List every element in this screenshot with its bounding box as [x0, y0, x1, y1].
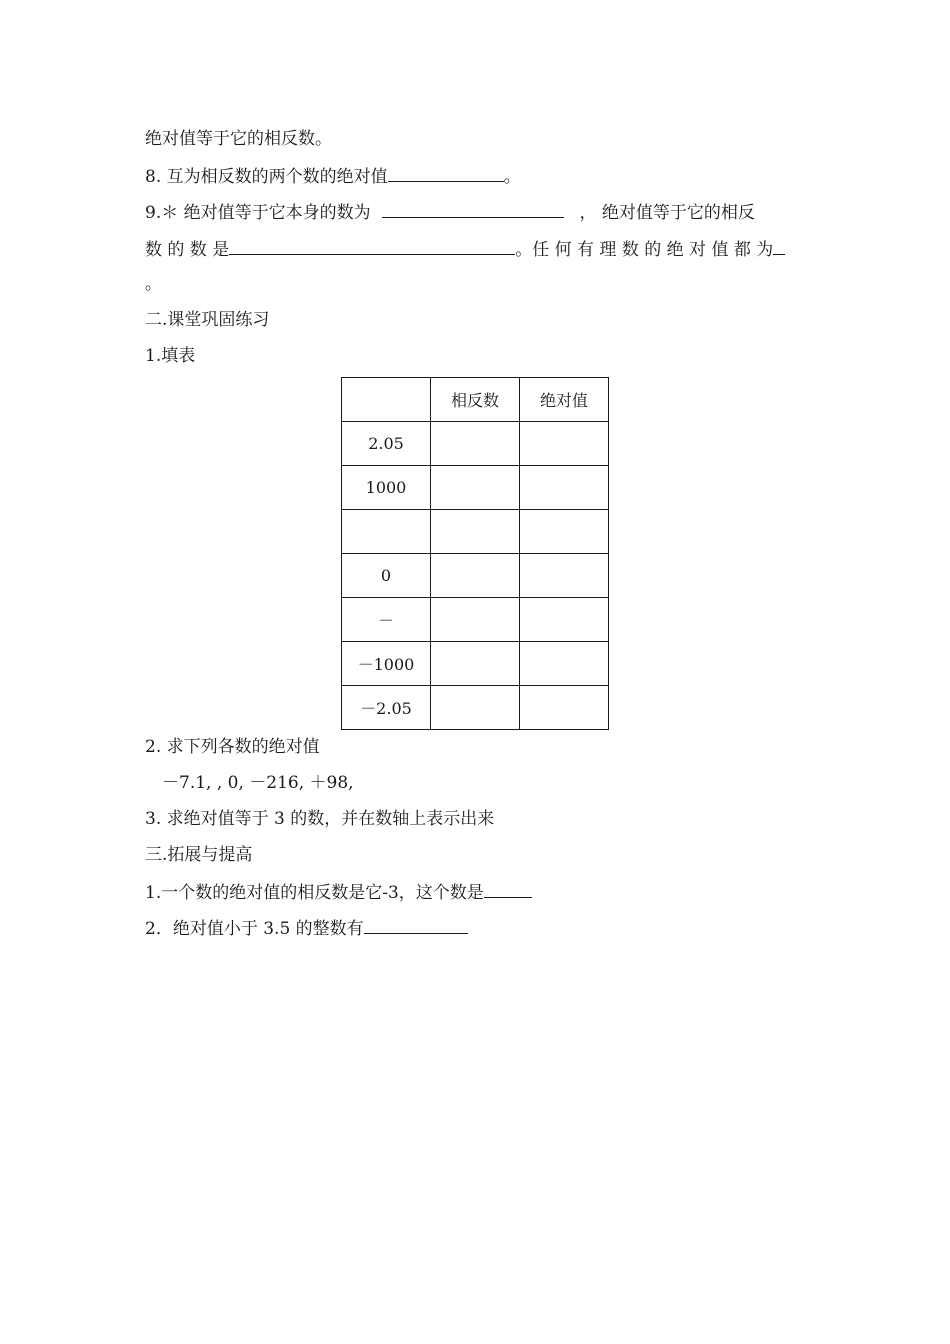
- table-cell-opposite[interactable]: [431, 466, 520, 510]
- question-9-line-1: [145, 200, 755, 224]
- table-cell-opposite[interactable]: [431, 554, 520, 598]
- table-cell-opposite[interactable]: [431, 598, 520, 642]
- table-cell-number: －1000: [342, 642, 431, 686]
- task-2: [145, 736, 320, 758]
- task-1: [145, 345, 195, 367]
- task-2-title: 2. 求下列各数的绝对值: [145, 737, 320, 757]
- ext-1-text: 1.一个数的绝对值的相反数是它-3，这个数是: [145, 883, 484, 903]
- q9-end: 。: [145, 274, 162, 294]
- table-row: [342, 598, 609, 642]
- table-cell-number: 2.05: [342, 422, 431, 466]
- ext-1-answer-blank[interactable]: [484, 880, 532, 898]
- q8-prefix: 8. 互为相反数的两个数的绝对值: [145, 167, 388, 187]
- q9-line2-prefix: 数 的 数 是: [145, 240, 230, 260]
- table-cell-absolute[interactable]: [520, 686, 609, 730]
- table-cell-absolute[interactable]: [520, 466, 609, 510]
- q9-mid: ， 绝对值等于它的相反: [579, 203, 755, 223]
- table-row: [342, 466, 609, 510]
- table-row: [342, 422, 609, 466]
- q8-suffix: 。: [503, 167, 521, 187]
- section-2-title: 二.课堂巩固练习: [145, 310, 270, 330]
- table-cell-number: －2.05: [342, 686, 431, 730]
- table-header-cell: 相反数: [431, 378, 520, 422]
- table-cell-number: 1000: [342, 466, 431, 510]
- extension-1: [145, 880, 532, 904]
- task-3: [145, 808, 494, 830]
- question-8: [145, 164, 521, 188]
- task-1-title: 1.填表: [145, 346, 196, 366]
- section-3-title: 三.拓展与提高: [145, 845, 253, 865]
- table-cell-number: 0: [342, 554, 431, 598]
- q9-blank-1[interactable]: [382, 200, 564, 218]
- ext-2-answer-blank[interactable]: [364, 916, 468, 934]
- line-1-text: 绝对值等于它的相反数。: [145, 129, 332, 149]
- question-9-line-3: [145, 273, 162, 295]
- section-2-heading: [145, 309, 269, 331]
- table-cell-absolute[interactable]: [520, 642, 609, 686]
- extension-2: [145, 916, 468, 940]
- table-row: [342, 554, 609, 598]
- question-9-line-2: [145, 237, 785, 261]
- task-2-values: [162, 772, 354, 794]
- table-cell-number: [342, 510, 431, 554]
- ext-2-text: 2．绝对值小于 3.5 的整数有: [145, 919, 364, 939]
- table-row: [342, 642, 609, 686]
- table-cell-opposite[interactable]: [431, 510, 520, 554]
- q9-prefix: 9.＊ 绝对值等于它本身的数为: [145, 203, 371, 223]
- table-row: [342, 510, 609, 554]
- table-cell-number: －: [342, 598, 431, 642]
- table-cell-opposite[interactable]: [431, 642, 520, 686]
- fill-table: [341, 377, 609, 730]
- table-cell-absolute[interactable]: [520, 422, 609, 466]
- task-3-title: 3. 求绝对值等于 3 的数，并在数轴上表示出来: [145, 809, 495, 829]
- q9-line2-suffix: 。任 何 有 理 数 的 绝 对 值 都 为: [515, 240, 774, 260]
- table-row: [342, 686, 609, 730]
- table-header-row: [342, 378, 609, 422]
- section-3-heading: [145, 844, 252, 866]
- task-2-values-text: －7.1, , 0, －216, ＋98,: [162, 773, 354, 793]
- text-line-1: [145, 128, 332, 150]
- q9-blank-2[interactable]: [229, 237, 515, 255]
- table-cell-opposite[interactable]: [431, 422, 520, 466]
- table-header-cell: [342, 378, 431, 422]
- table-header-cell: 绝对值: [520, 378, 609, 422]
- table-cell-absolute[interactable]: [520, 510, 609, 554]
- table-cell-opposite[interactable]: [431, 686, 520, 730]
- table-cell-absolute[interactable]: [520, 598, 609, 642]
- q9-blank-3[interactable]: [773, 237, 785, 255]
- q8-answer-blank[interactable]: [388, 164, 504, 182]
- table-cell-absolute[interactable]: [520, 554, 609, 598]
